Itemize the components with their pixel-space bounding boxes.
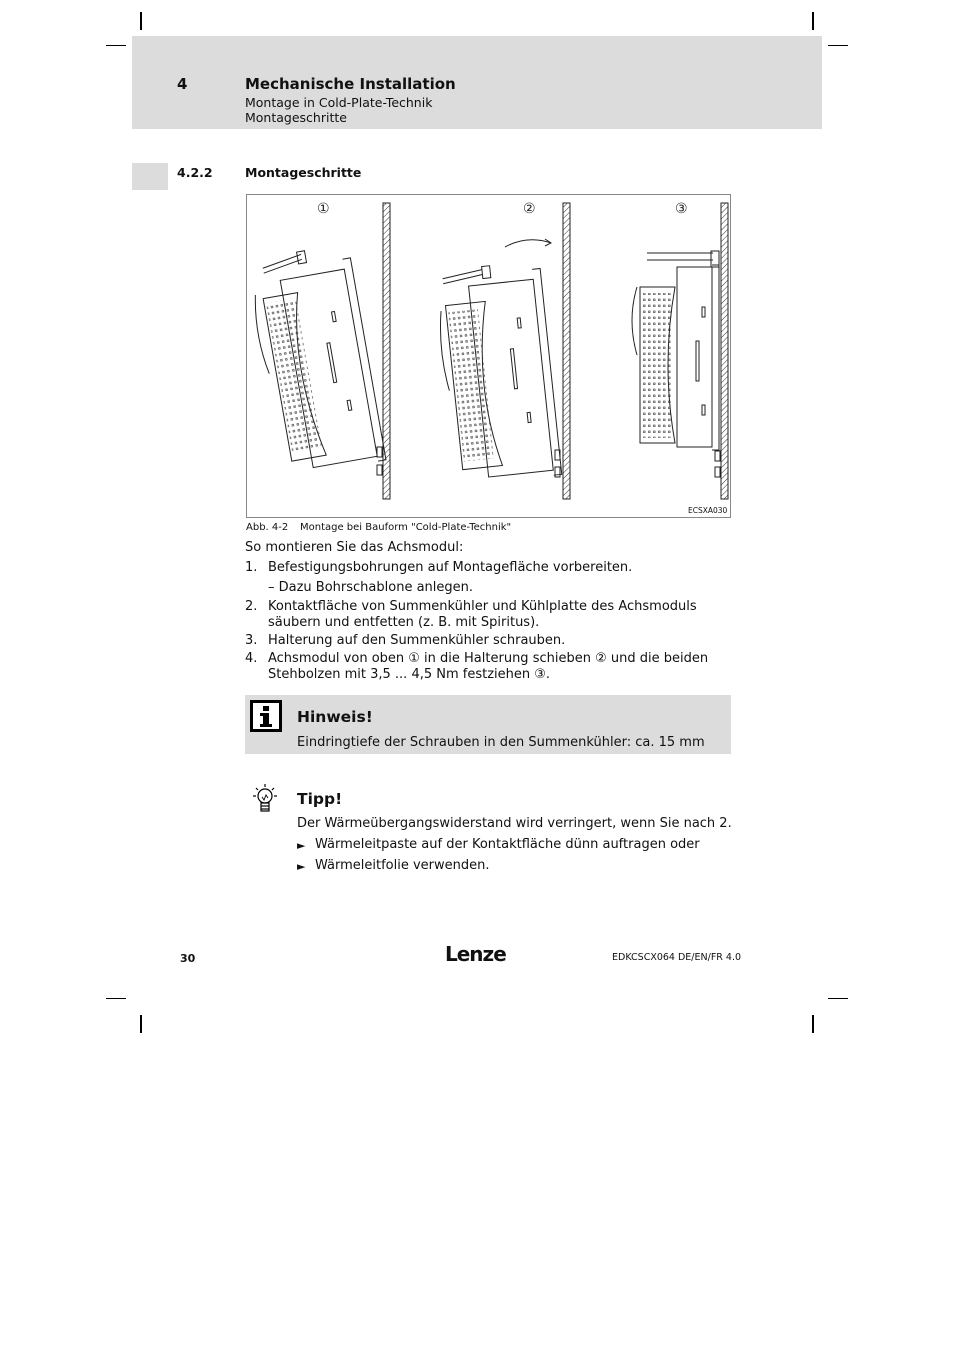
step-number: 3. — [245, 633, 258, 648]
module-step-1 — [247, 243, 386, 478]
substep-text: – Dazu Bohrschablone anlegen. — [268, 580, 474, 595]
step-number: 2. — [245, 599, 258, 614]
document-id: EDKCSCX064 DE/EN/FR 4.0 — [612, 952, 742, 963]
crop-mark — [106, 45, 126, 46]
crop-mark — [812, 1015, 814, 1033]
caption-text: Montage bei Bauform "Cold-Plate-Technik" — [300, 522, 512, 533]
info-icon — [250, 700, 282, 732]
tip-text: Der Wärmeübergangswiderstand wird verringert, wenn Sie nach 2. — [297, 816, 732, 831]
chapter-title: Mechanische Installation — [245, 75, 456, 93]
tip-title: Tipp! — [297, 790, 343, 808]
caption-label: Abb. 4-2 — [246, 522, 289, 533]
page-number: 30 — [180, 952, 196, 965]
step-text: säubern und entfetten (z. B. mit Spiritus). — [268, 615, 540, 630]
mounting-wall-3 — [721, 203, 728, 499]
section-title: Montageschritte — [245, 165, 362, 180]
lightbulb-icon — [250, 783, 280, 815]
tip-bullet: Wärmeleitpaste auf der Kontaktfläche dünn auftragen oder — [315, 837, 700, 852]
module-step-3 — [632, 251, 720, 477]
section-marker — [132, 163, 168, 190]
figure-code: ECSXA030 — [688, 506, 728, 515]
bullet-marker: ► — [297, 860, 306, 873]
crop-mark — [106, 998, 126, 999]
mounting-figure — [246, 194, 731, 518]
motion-arrow — [505, 240, 551, 247]
brand-logo: Lenze — [445, 942, 506, 966]
tip-bullet: Wärmeleitfolie verwenden. — [315, 858, 490, 873]
step-text: Achsmodul von oben ① in die Halterung schieben ② und die beiden — [268, 651, 709, 666]
chapter-subtitle: Montageschritte — [245, 110, 347, 125]
step-text: Kontaktfläche von Summenkühler und Kühlplatte des Achsmoduls — [268, 599, 697, 614]
crop-mark — [828, 998, 848, 999]
mounting-wall-1 — [383, 203, 390, 499]
crop-mark — [140, 12, 142, 30]
note-text: Eindringtiefe der Schrauben in den Summenkühler: ca. 15 mm — [297, 735, 705, 750]
chapter-number: 4 — [177, 75, 188, 93]
chapter-header-band — [132, 36, 822, 129]
note-title: Hinweis! — [297, 708, 373, 726]
chapter-subtitle: Montage in Cold-Plate-Technik — [245, 95, 433, 110]
section-number: 4.2.2 — [177, 165, 213, 180]
step-number: 1. — [245, 560, 258, 575]
mounting-wall-2 — [563, 203, 570, 499]
step-text: Befestigungsbohrungen auf Montagefläche vorbereiten. — [268, 560, 633, 575]
bullet-marker: ► — [297, 839, 306, 852]
step-label: ③ — [675, 201, 688, 217]
step-label: ① — [317, 201, 330, 217]
mounting-illustration — [247, 195, 732, 519]
crop-mark — [140, 1015, 142, 1033]
instructions-intro: So montieren Sie das Achsmodul: — [245, 540, 464, 555]
crop-mark — [812, 12, 814, 30]
step-number: 4. — [245, 651, 258, 666]
step-text: Stehbolzen mit 3,5 ... 4,5 Nm festziehen ③. — [268, 667, 551, 682]
step-label: ② — [523, 201, 536, 217]
step-text: Halterung auf den Summenkühler schrauben. — [268, 633, 566, 648]
crop-mark — [828, 45, 848, 46]
figure-caption — [246, 522, 512, 533]
module-step-2 — [433, 261, 561, 486]
